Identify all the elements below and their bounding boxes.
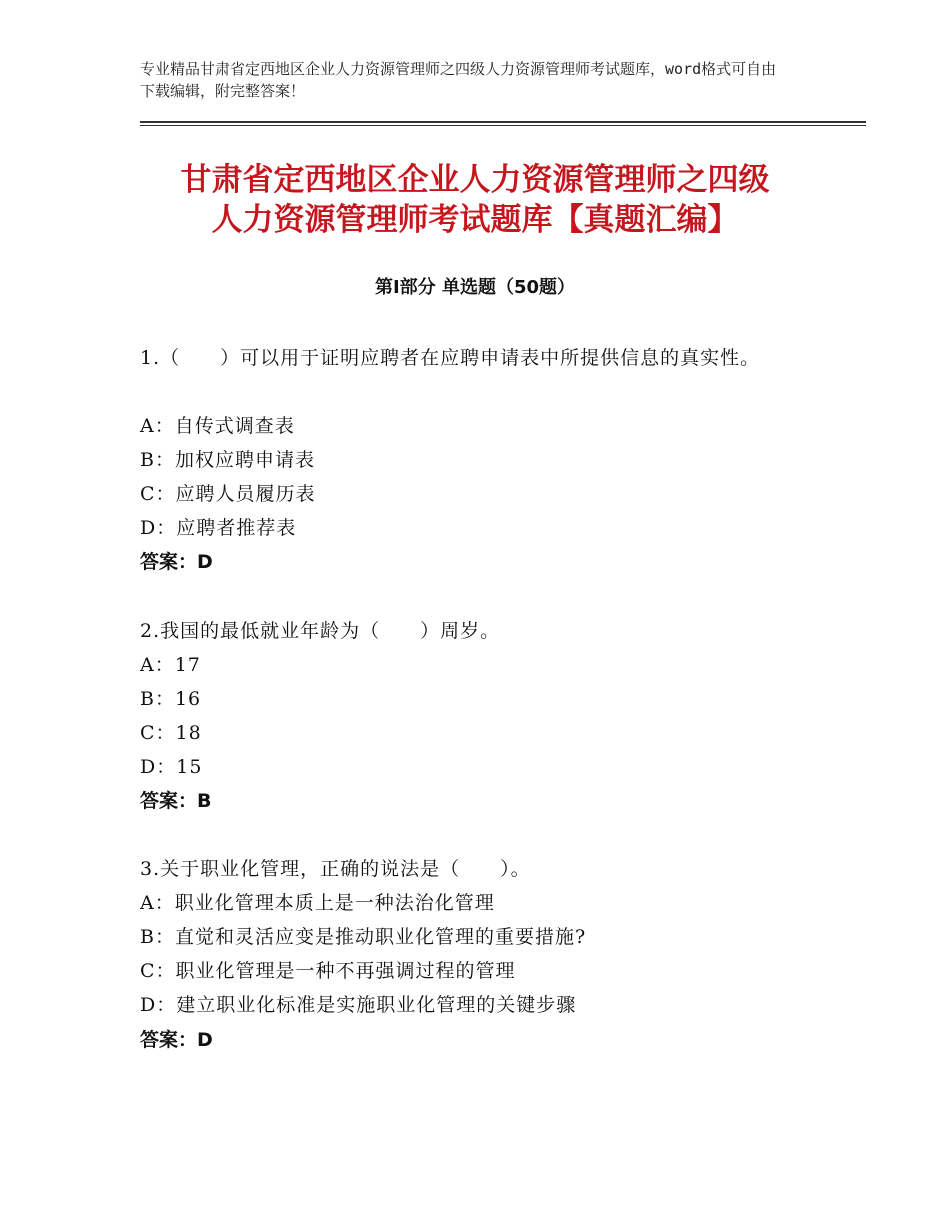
document-title-line-2: 人力资源管理师考试题库【真题汇编】 [211, 202, 739, 238]
question-1-answer: 答案：D [140, 551, 213, 573]
question-2-answer: 答案：B [140, 790, 212, 812]
question-3-option-d: D：建立职业化标准是实施职业化管理的关键步骤 [140, 994, 577, 1016]
question-2-option-c: C：18 [140, 722, 202, 744]
question-2-option-a: A：17 [140, 654, 201, 676]
question-3-option-c: C：职业化管理是一种不再强调过程的管理 [140, 960, 516, 982]
question-2-option-b: B：16 [140, 688, 202, 710]
question-1-stem: 1.（ ）可以用于证明应聘者在应聘申请表中所提供信息的真实性。 [140, 347, 761, 369]
question-3-option-a: A：职业化管理本质上是一种法治化管理 [140, 892, 495, 914]
question-3-stem: 3.关于职业化管理，正确的说法是（ ）。 [140, 858, 531, 880]
question-2-option-d: D：15 [140, 756, 203, 778]
question-1-option-d: D：应聘者推荐表 [140, 517, 297, 539]
section-title: 第Ⅰ部分 单选题（50题） [374, 277, 575, 298]
header-divider-thick [140, 121, 866, 123]
question-1-option-a: A：自传式调查表 [140, 415, 295, 437]
question-1-option-c: C：应聘人员履历表 [140, 483, 316, 505]
question-3-option-b: B：直觉和灵活应变是推动职业化管理的重要措施? [140, 926, 587, 948]
document-title [100, 160, 850, 240]
document-title-line-1: 甘肃省定西地区企业人力资源管理师之四级 [180, 162, 770, 198]
question-2-stem: 2.我国的最低就业年龄为（ ）周岁。 [140, 620, 501, 642]
header-note: 专业精品甘肃省定西地区企业人力资源管理师之四级人力资源管理师考试题库，word格式可自由下载编辑，附完整答案！ [140, 60, 777, 100]
question-3-answer: 答案：D [140, 1029, 213, 1051]
header-divider-thin [140, 125, 866, 126]
question-1-option-b: B：加权应聘申请表 [140, 449, 315, 471]
